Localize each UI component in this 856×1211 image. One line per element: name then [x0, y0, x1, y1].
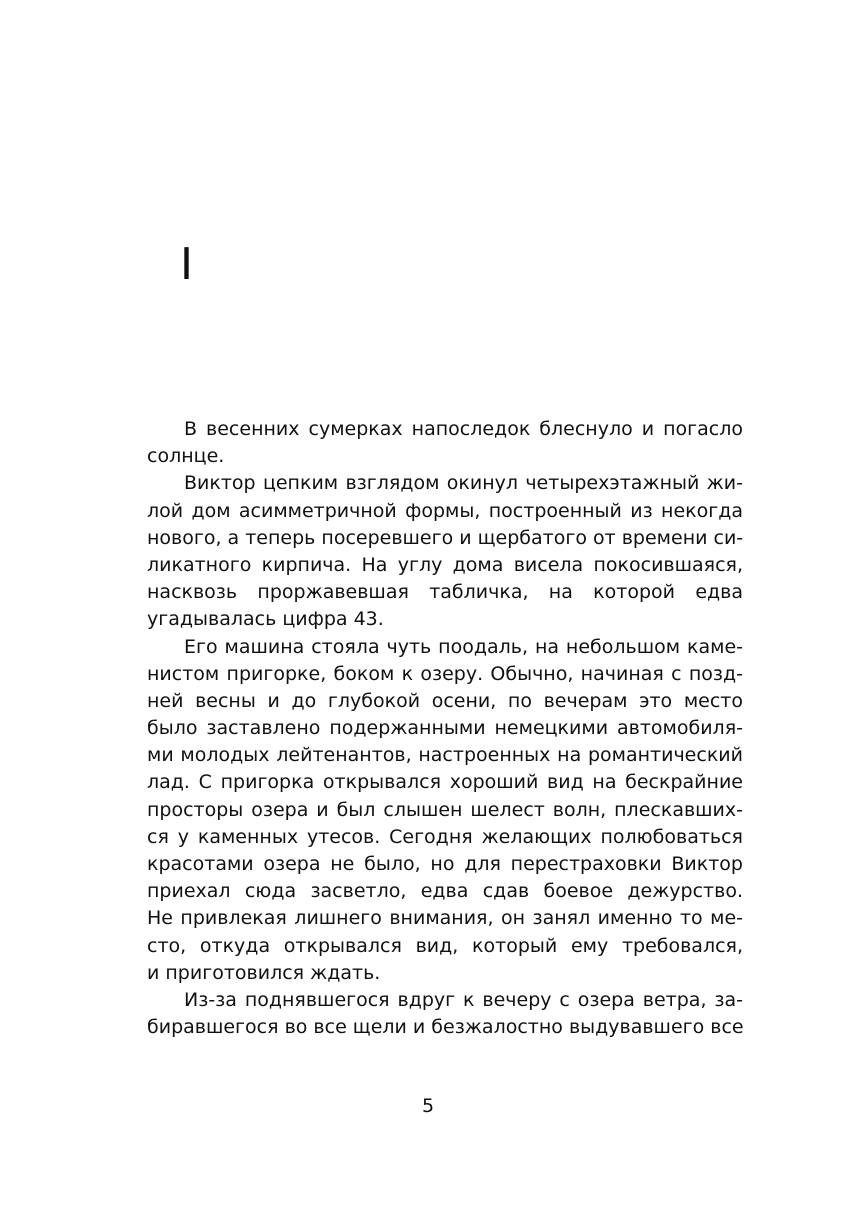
text-line: ликатного кирпича. На углу дома висела покосившаяся,	[147, 553, 743, 576]
text-line: насквозь проржавевшая табличка, на которой едва	[147, 581, 743, 604]
text-line: солнце.	[147, 445, 225, 468]
text-line: было заставлено подержанными немецкими автомобиля-	[147, 717, 743, 740]
text-line: угадывалась цифра 43.	[147, 608, 384, 631]
text-line: и приготовился ждать.	[147, 961, 381, 984]
text-line: лад. С пригорка открывался хороший вид на бескрайние	[147, 771, 743, 794]
text-line: красотами озера не было, но для перестраховки Виктор	[147, 853, 743, 875]
text-line: нистом пригорке, боком к озеру. Обычно, начиная с позд-	[147, 662, 743, 685]
text-line: В весенних сумерках напоследок блеснуло и погасло	[184, 418, 743, 440]
text-line: просторы озера и был слышен шелест волн, плескавших-	[147, 798, 743, 821]
chapter-number: I	[180, 239, 193, 290]
text-line: сто, откуда открывался вид, который ему требовался,	[147, 934, 743, 957]
text-line: ней весны и до глубокой осени, по вечерам это место	[147, 689, 743, 712]
text-line: нового, а теперь посеревшего и щербатого от времени си-	[147, 526, 744, 549]
text-line: Из-за поднявшегося вдруг к вечеру с озера ветра, за-	[184, 988, 743, 1011]
page-number: 5	[421, 1095, 435, 1117]
text-line: Не привлекая лишнего внимания, он занял именно то ме-	[147, 907, 743, 930]
text-line: приехал сюда засветло, едва сдав боевое дежурство.	[147, 880, 743, 903]
body-text	[147, 416, 743, 1041]
text-line: Виктор цепким взглядом окинул четырехэтажный жи-	[184, 472, 743, 495]
text-line: ми молодых лейтенантов, настроенных на романтический	[147, 744, 743, 767]
text-line: лой дом асимметричной формы, построенный из некогда	[147, 499, 743, 522]
text-line: биравшегося во все щели и безжалостно выдувавшего все	[147, 1016, 744, 1039]
text-line: Его машина стояла чуть поодаль, на небольшом каме-	[184, 635, 743, 658]
text-line: ся у каменных утесов. Сегодня желающих полюбоваться	[147, 825, 743, 848]
